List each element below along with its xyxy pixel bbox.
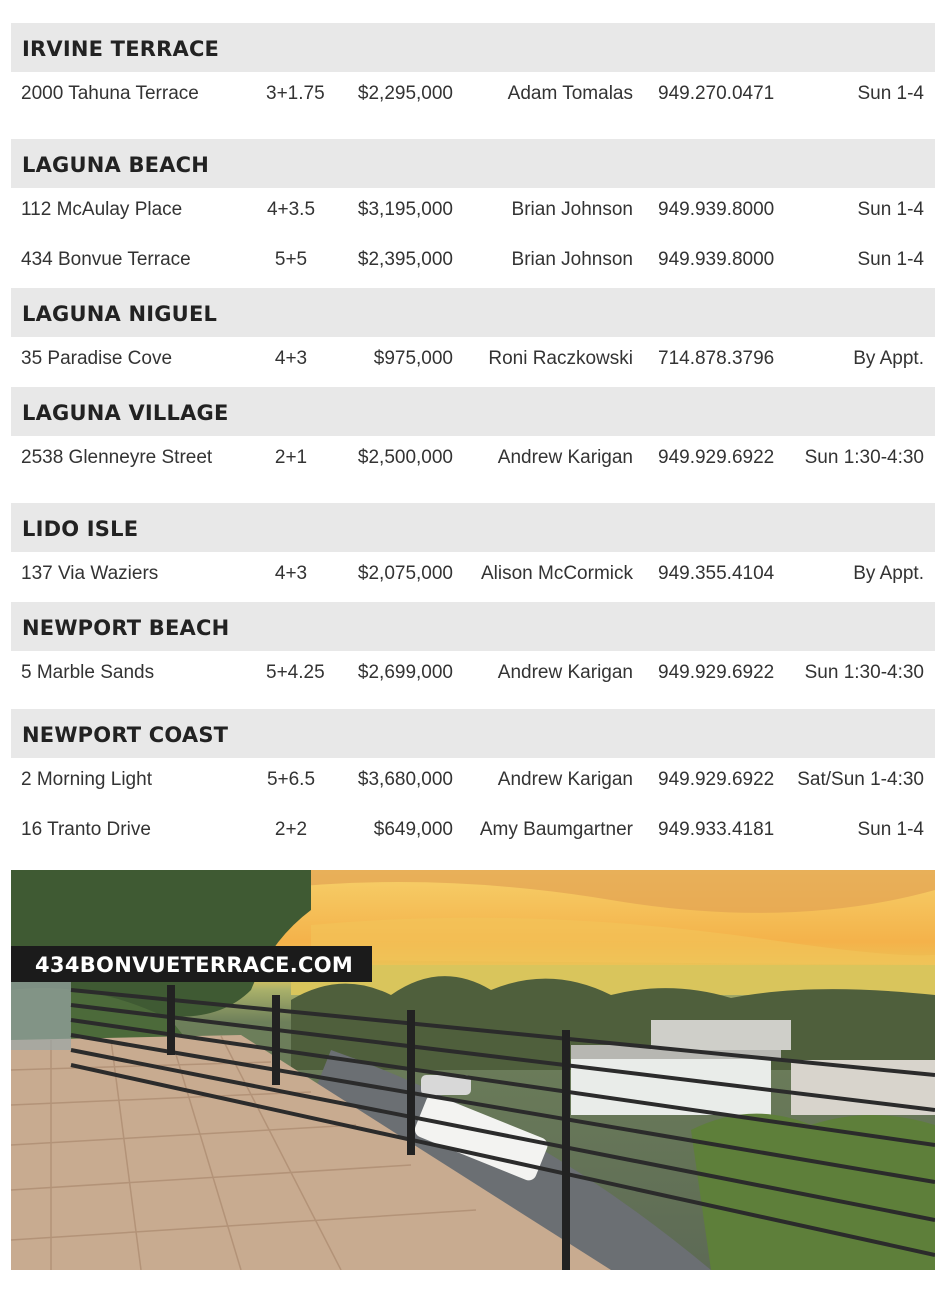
- listing-price: $2,075,000: [357, 563, 453, 584]
- listing-row: [11, 72, 935, 122]
- listing-agent: Amy Baumgartner: [479, 819, 633, 840]
- listing-address: 2538 Glenneyre Street: [21, 447, 213, 468]
- listing-price: $2,699,000: [357, 662, 453, 683]
- balcony-view-illustration: [11, 870, 935, 1270]
- listing-hours: Sat/Sun 1-4:30: [797, 769, 924, 790]
- listing-row: [11, 552, 935, 602]
- listing-agent: Roni Raczkowski: [488, 348, 633, 369]
- listing-row: [11, 436, 935, 486]
- listing-hours: Sun 1-4: [857, 819, 924, 840]
- listing-agent: Adam Tomalas: [507, 83, 633, 104]
- listing-row: [11, 758, 935, 808]
- listing-address: 2000 Tahuna Terrace: [21, 83, 199, 104]
- listing-bed-bath: 4+3.5: [266, 199, 316, 220]
- listing-hours: Sun 1:30-4:30: [804, 662, 924, 683]
- listing-phone: 949.929.6922: [658, 447, 775, 468]
- section-header-lido-isle: LIDO ISLE: [11, 503, 935, 552]
- listing-bed-bath: 4+3: [274, 563, 308, 584]
- listing-hours: By Appt.: [853, 563, 924, 584]
- listing-address: 35 Paradise Cove: [21, 348, 173, 369]
- listing-row: [11, 808, 935, 858]
- listing-row: [11, 238, 935, 288]
- listing-price: $3,680,000: [357, 769, 453, 790]
- listing-hours: Sun 1-4: [857, 249, 924, 270]
- listing-phone: 949.929.6922: [658, 662, 775, 683]
- listing-row: [11, 337, 935, 387]
- listing-bed-bath: 5+6.5: [266, 769, 316, 790]
- open-house-listings: [11, 23, 935, 858]
- listing-hours: Sun 1-4: [857, 83, 924, 104]
- listing-agent: Andrew Karigan: [497, 447, 633, 468]
- section-header-laguna-niguel: LAGUNA NIGUEL: [11, 288, 935, 337]
- listing-phone: 949.939.8000: [658, 249, 775, 270]
- section-header-laguna-village: LAGUNA VILLAGE: [11, 387, 935, 436]
- section-header-laguna-beach: LAGUNA BEACH: [11, 139, 935, 188]
- listing-address: 434 Bonvue Terrace: [21, 249, 191, 270]
- listing-price: $2,500,000: [357, 447, 453, 468]
- listing-bed-bath: 5+5: [274, 249, 308, 270]
- listing-bed-bath: 2+1: [274, 447, 308, 468]
- listing-agent: Alison McCormick: [480, 563, 633, 584]
- listing-bed-bath: 5+4.25: [266, 662, 325, 683]
- listing-agent: Brian Johnson: [511, 249, 633, 270]
- listing-address: 5 Marble Sands: [21, 662, 155, 683]
- listing-address: 2 Morning Light: [21, 769, 152, 790]
- listing-row: [11, 188, 935, 238]
- listing-phone: 714.878.3796: [658, 348, 775, 369]
- listing-bed-bath: 4+3: [274, 348, 308, 369]
- listing-phone: 949.355.4104: [658, 563, 775, 584]
- listing-address: 137 Via Waziers: [21, 563, 159, 584]
- listing-bed-bath: 3+1.75: [266, 83, 325, 104]
- listing-price: $975,000: [373, 348, 453, 369]
- listing-phone: 949.933.4181: [658, 819, 775, 840]
- section-header-irvine-terrace: IRVINE TERRACE: [11, 23, 935, 72]
- listing-hours: Sun 1-4: [857, 199, 924, 220]
- listing-hours: By Appt.: [853, 348, 924, 369]
- listing-agent: Andrew Karigan: [497, 662, 633, 683]
- listing-price: $649,000: [373, 819, 453, 840]
- property-photo: [11, 870, 935, 1270]
- section-header-newport-beach: NEWPORT BEACH: [11, 602, 935, 651]
- listing-row: [11, 651, 935, 701]
- listing-agent: Andrew Karigan: [497, 769, 633, 790]
- property-website-label: 434BONVUETERRACE.COM: [11, 946, 372, 982]
- listing-bed-bath: 2+2: [274, 819, 308, 840]
- section-header-newport-coast: NEWPORT COAST: [11, 709, 935, 758]
- listing-price: $2,395,000: [357, 249, 453, 270]
- listing-price: $2,295,000: [357, 83, 453, 104]
- listing-price: $3,195,000: [357, 199, 453, 220]
- listing-phone: 949.270.0471: [658, 83, 775, 104]
- listing-hours: Sun 1:30-4:30: [804, 447, 924, 468]
- listing-address: 16 Tranto Drive: [21, 819, 151, 840]
- listing-address: 112 McAulay Place: [21, 199, 183, 220]
- listing-agent: Brian Johnson: [511, 199, 633, 220]
- listing-phone: 949.939.8000: [658, 199, 775, 220]
- listing-phone: 949.929.6922: [658, 769, 775, 790]
